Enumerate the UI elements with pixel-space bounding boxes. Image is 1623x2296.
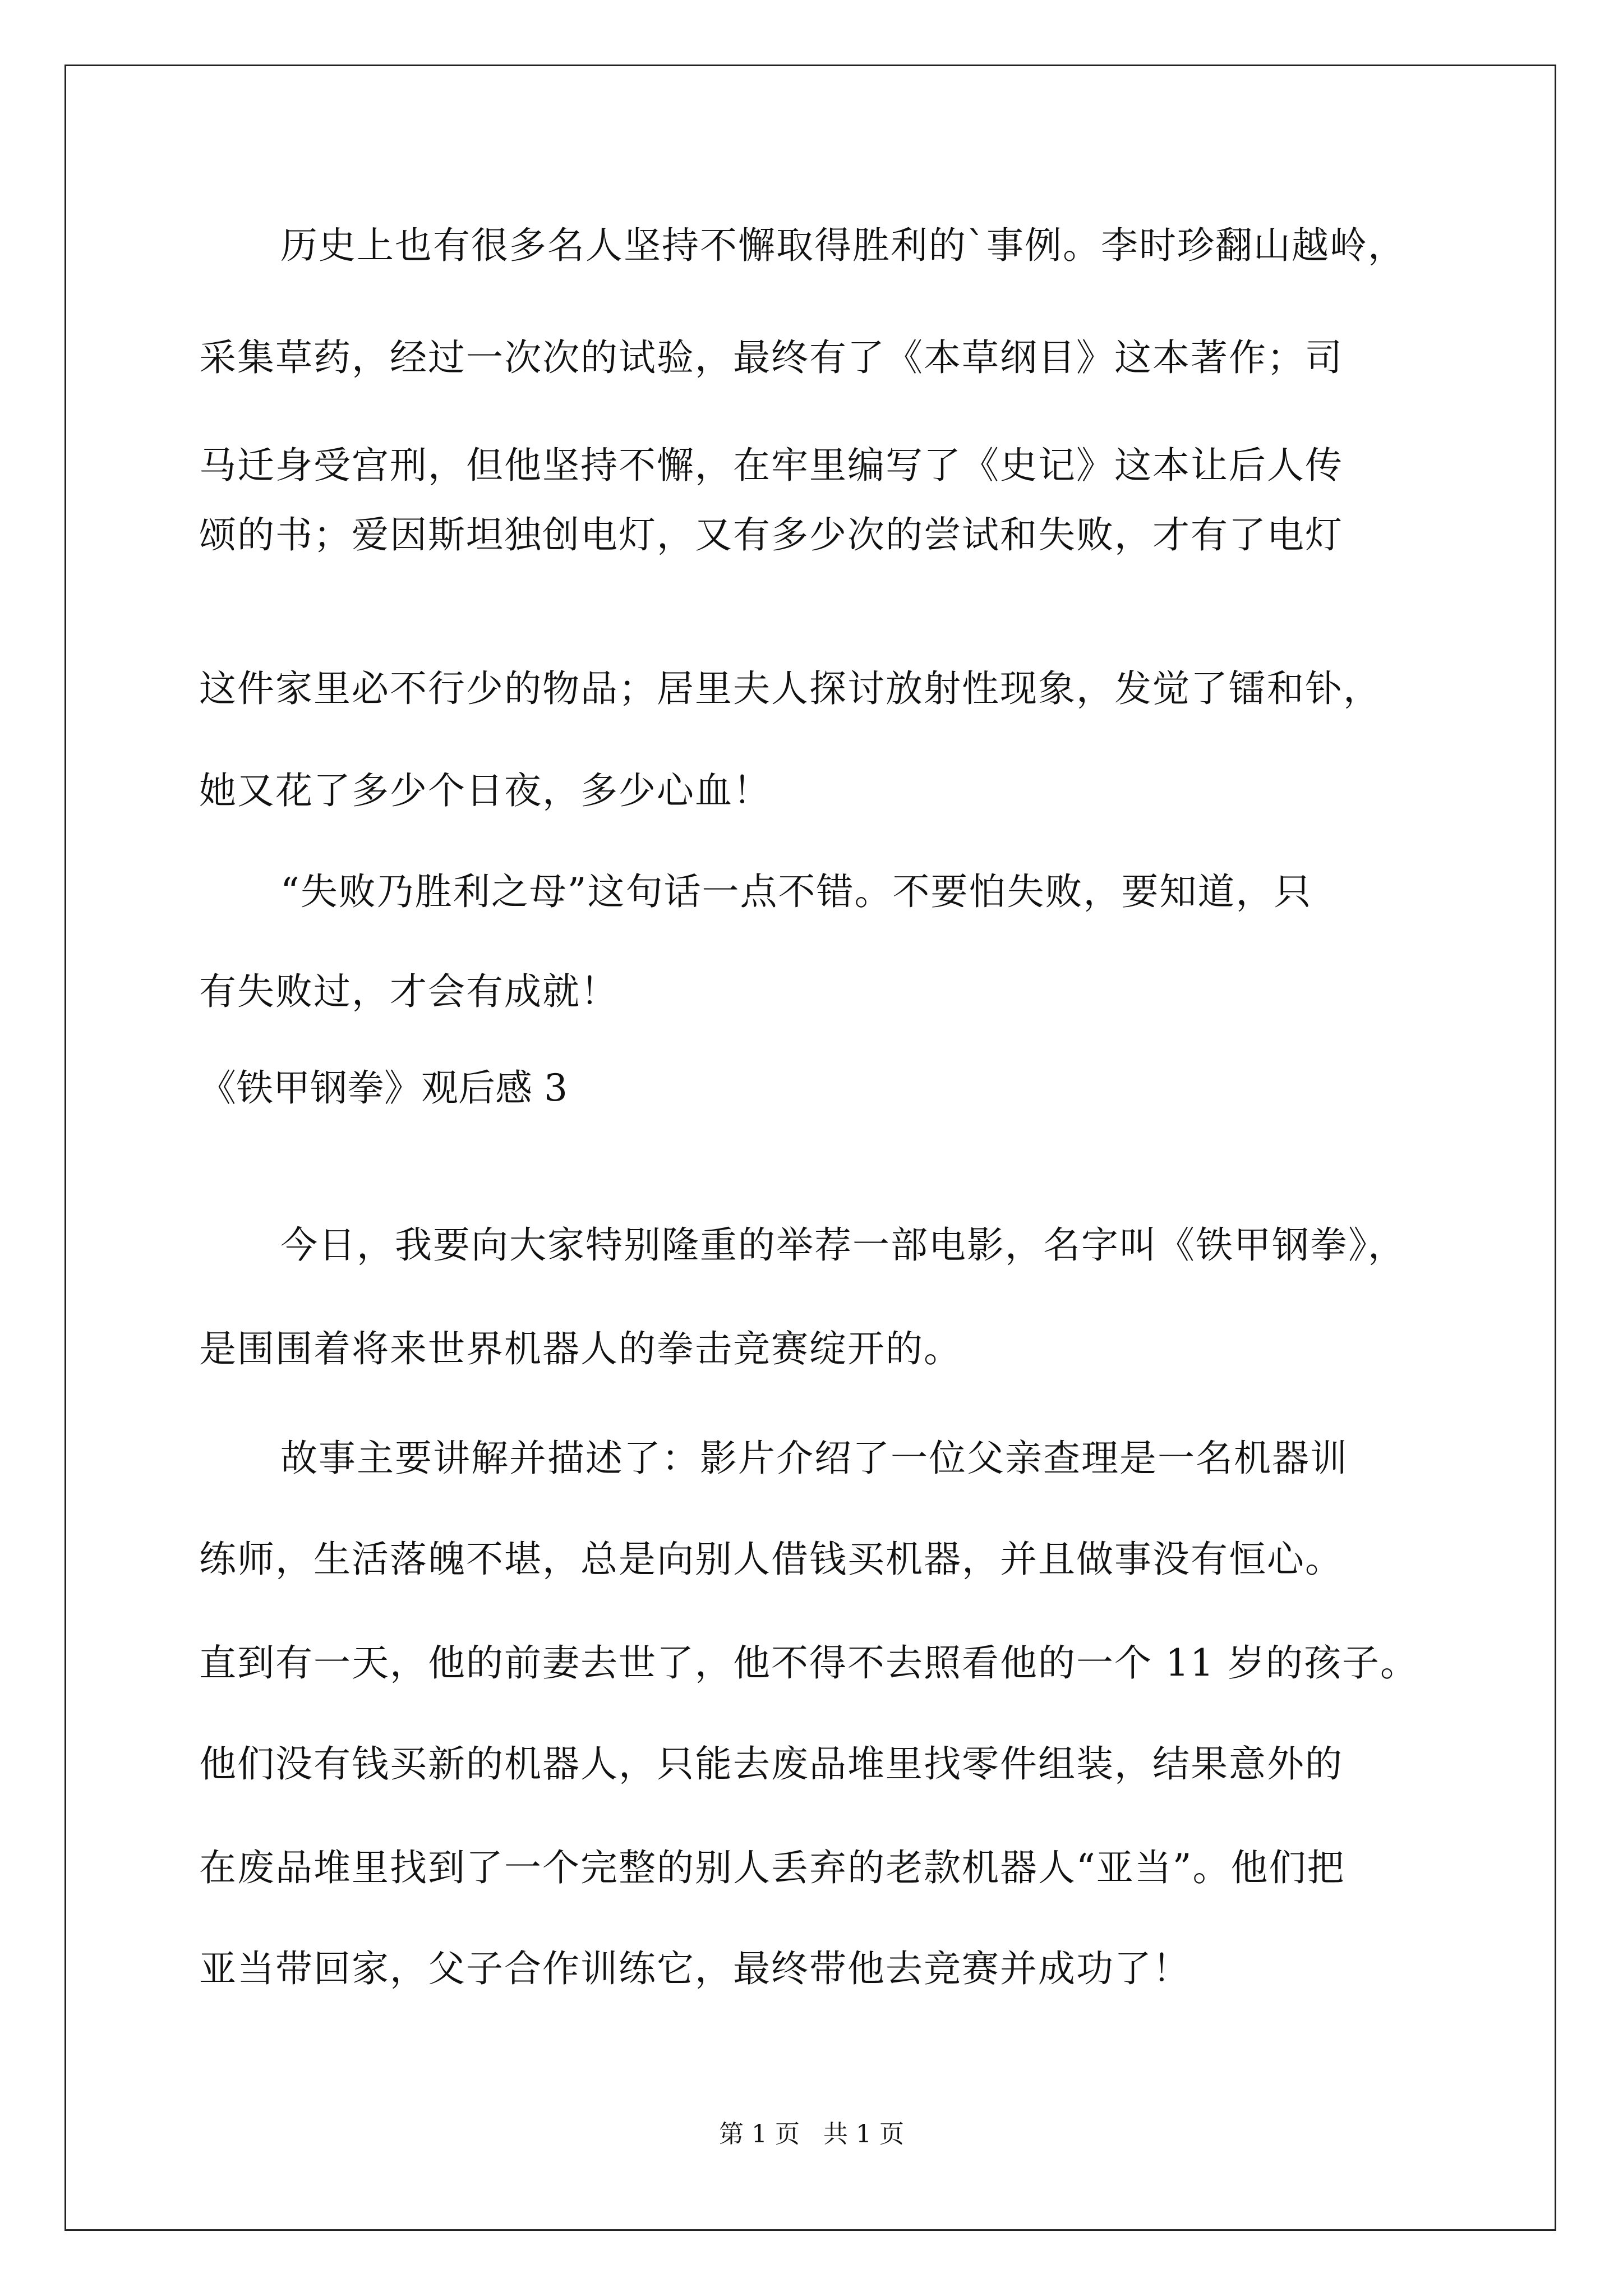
paragraph-line: 颂的书；爱因斯坦独创电灯，又有多少次的尝试和失败，才有了电灯 <box>199 513 1343 556</box>
paragraph-line: 这件家里必不行少的物品；居里夫人探讨放射性现象，发觉了镭和钋， <box>199 667 1381 710</box>
section-heading: 《铁甲钢拳》观后感 3 <box>199 1066 568 1110</box>
paragraph-line: 马迁身受宫刑，但他坚持不懈，在牢里编写了《史记》这本让后人传 <box>199 444 1343 487</box>
paragraph-line: 他们没有钱买新的机器人，只能去废品堆里找零件组装，结果意外的 <box>199 1742 1343 1786</box>
paragraph-line: 在废品堆里找到了一个完整的别人丢弃的老款机器人“亚当”。他们把 <box>199 1846 1345 1889</box>
paragraph-line: 是围围着将来世界机器人的拳击竞赛绽开的。 <box>199 1327 962 1370</box>
paragraph-line: 亚当带回家，父子合作训练它，最终带他去竞赛并成功了！ <box>199 1947 1191 1990</box>
paragraph-line: 直到有一天，他的前妻去世了，他不得不去照看他的一个 11 岁的孩子。 <box>199 1641 1418 1685</box>
paragraph-line: 故事主要讲解并描述了：影片介绍了一位父亲查理是一名机器训 <box>280 1437 1348 1480</box>
page-footer: 第 1 页 共 1 页 <box>719 2120 904 2148</box>
page-border <box>64 65 1556 2231</box>
paragraph-line: 她又花了多少个日夜，多少心血！ <box>199 769 771 812</box>
paragraph-line: 历史上也有很多名人坚持不懈取得胜利的`事例。李时珍翻山越岭， <box>280 224 1406 267</box>
paragraph-line: “失败乃胜利之母”这句话一点不错。不要怕失败，要知道，只 <box>280 870 1312 913</box>
paragraph-line: 今日，我要向大家特别隆重的举荐一部电影，名字叫《铁甲钢拳》， <box>280 1223 1406 1267</box>
paragraph-line: 采集草药，经过一次次的试验，最终有了《本草纲目》这本著作；司 <box>199 336 1343 379</box>
paragraph-line: 有失败过，才会有成就！ <box>199 970 619 1013</box>
paragraph-line: 练师，生活落魄不堪，总是向别人借钱买机器，并且做事没有恒心。 <box>199 1538 1343 1581</box>
